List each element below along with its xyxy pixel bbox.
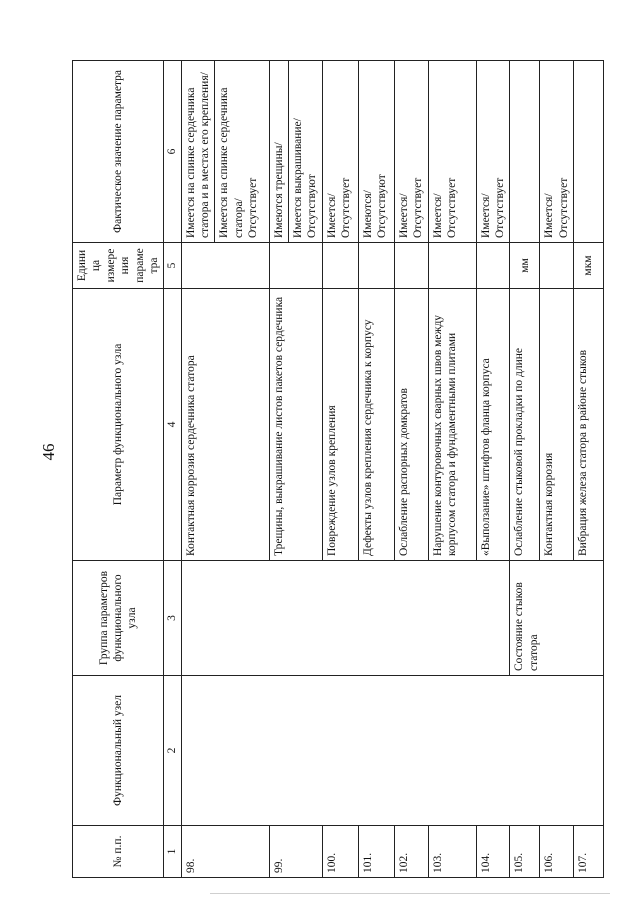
value-line: Имеется/ xyxy=(543,193,556,238)
header-row xyxy=(73,61,164,878)
functional-node-cell xyxy=(181,676,603,826)
value-line: Отсутствует xyxy=(493,177,506,238)
value-line: Отсутствуют xyxy=(306,174,319,238)
value-line: Имеется/ xyxy=(397,193,410,238)
row-number: 98. xyxy=(181,826,269,878)
parameter-cell: Повреждение узлов крепления xyxy=(322,289,358,561)
unit-cell xyxy=(181,243,269,289)
header-cell: Параметр функционального узла xyxy=(73,289,164,561)
parameter-cell: Контактная коррозия сердечника статора xyxy=(181,289,269,561)
row-number: 105. xyxy=(510,826,540,878)
value-cell xyxy=(428,61,476,243)
group-cell xyxy=(181,561,510,676)
value-cell xyxy=(269,61,322,243)
unit-cell xyxy=(269,243,322,289)
parameter-cell: Ослабление стыковой прокладки по длине xyxy=(510,289,540,561)
parameters-table xyxy=(72,60,604,878)
unit-cell xyxy=(428,243,476,289)
row-number: 106. xyxy=(540,826,574,878)
parameter-cell: Ослабление распорных домкратов xyxy=(394,289,428,561)
unit-cell xyxy=(394,243,428,289)
value-line: Имеется/ xyxy=(479,193,492,238)
value-cell xyxy=(181,61,269,243)
parameter-cell: Контактная коррозия xyxy=(540,289,574,561)
row-number: 99. xyxy=(269,826,322,878)
value-line: Отсутствует xyxy=(340,177,353,238)
unit-cell xyxy=(540,243,574,289)
column-number: 1 xyxy=(164,826,181,878)
rotated-table-frame xyxy=(72,61,595,878)
unit-cell xyxy=(476,243,510,289)
column-number: 6 xyxy=(164,61,181,243)
value-line: Отсутствуют xyxy=(376,174,389,238)
value-line: Имеется выкрашивание/ xyxy=(288,61,305,242)
unit-cell: мкм xyxy=(574,243,604,289)
unit-cell: мм xyxy=(510,243,540,289)
parameter-cell: Вибрация железа статора в районе стыков xyxy=(574,289,604,561)
table-row xyxy=(181,61,269,878)
column-number: 3 xyxy=(164,561,181,676)
value-cell xyxy=(510,61,540,243)
header-cell: Фактическое значение параметра xyxy=(73,61,164,243)
parameter-cell: Трещины, выкрашивание листов пакетов сердечника xyxy=(269,289,322,561)
row-number: 107. xyxy=(574,826,604,878)
value-line: Имеются трещины/ xyxy=(272,142,285,238)
value-line: Имеется на спинке сердечника статора/ xyxy=(214,61,246,242)
row-number: 101. xyxy=(358,826,394,878)
value-cell xyxy=(322,61,358,243)
table-container xyxy=(72,61,595,878)
value-line: Отсутствует xyxy=(247,177,260,238)
row-number: 100. xyxy=(322,826,358,878)
unit-cell xyxy=(322,243,358,289)
parameter-cell: «Выползание» штифтов фланца корпуса xyxy=(476,289,510,561)
page-number: 46 xyxy=(39,443,58,461)
value-line: Отсутствует xyxy=(445,177,458,238)
value-line: Отсутствует xyxy=(412,177,425,238)
value-line: Имеются/ xyxy=(361,190,374,238)
parameter-cell: Дефекты узлов крепления сердечника к корпусу xyxy=(358,289,394,561)
header-cell: Единица измерения параметра xyxy=(73,243,164,289)
row-number: 103. xyxy=(428,826,476,878)
value-cell xyxy=(358,61,394,243)
column-number: 5 xyxy=(164,243,181,289)
header-cell: Группа параметров функционального узла xyxy=(73,561,164,676)
value-cell xyxy=(574,61,604,243)
header-cell: Функциональный узел xyxy=(73,676,164,826)
value-line: Имеется/ xyxy=(431,193,444,238)
value-cell xyxy=(394,61,428,243)
value-line: Имеется на спинке сердечника статора и в местах его крепления/ xyxy=(184,72,211,238)
column-number-row xyxy=(164,61,181,878)
value-line: Имеется/ xyxy=(325,193,338,238)
header-cell: № п.п. xyxy=(73,826,164,878)
value-cell xyxy=(476,61,510,243)
row-number: 102. xyxy=(394,826,428,878)
parameter-cell: Нарушение контуровочных сварных швов между корпусом статора и фундаментными плитами xyxy=(428,289,476,561)
unit-cell xyxy=(358,243,394,289)
value-line: Отсутствует xyxy=(557,177,570,238)
column-number: 2 xyxy=(164,676,181,826)
row-number: 104. xyxy=(476,826,510,878)
column-number: 4 xyxy=(164,289,181,561)
page-edge-line xyxy=(210,893,610,894)
value-cell xyxy=(540,61,574,243)
group-cell: Состояние стыков статора xyxy=(510,561,604,676)
